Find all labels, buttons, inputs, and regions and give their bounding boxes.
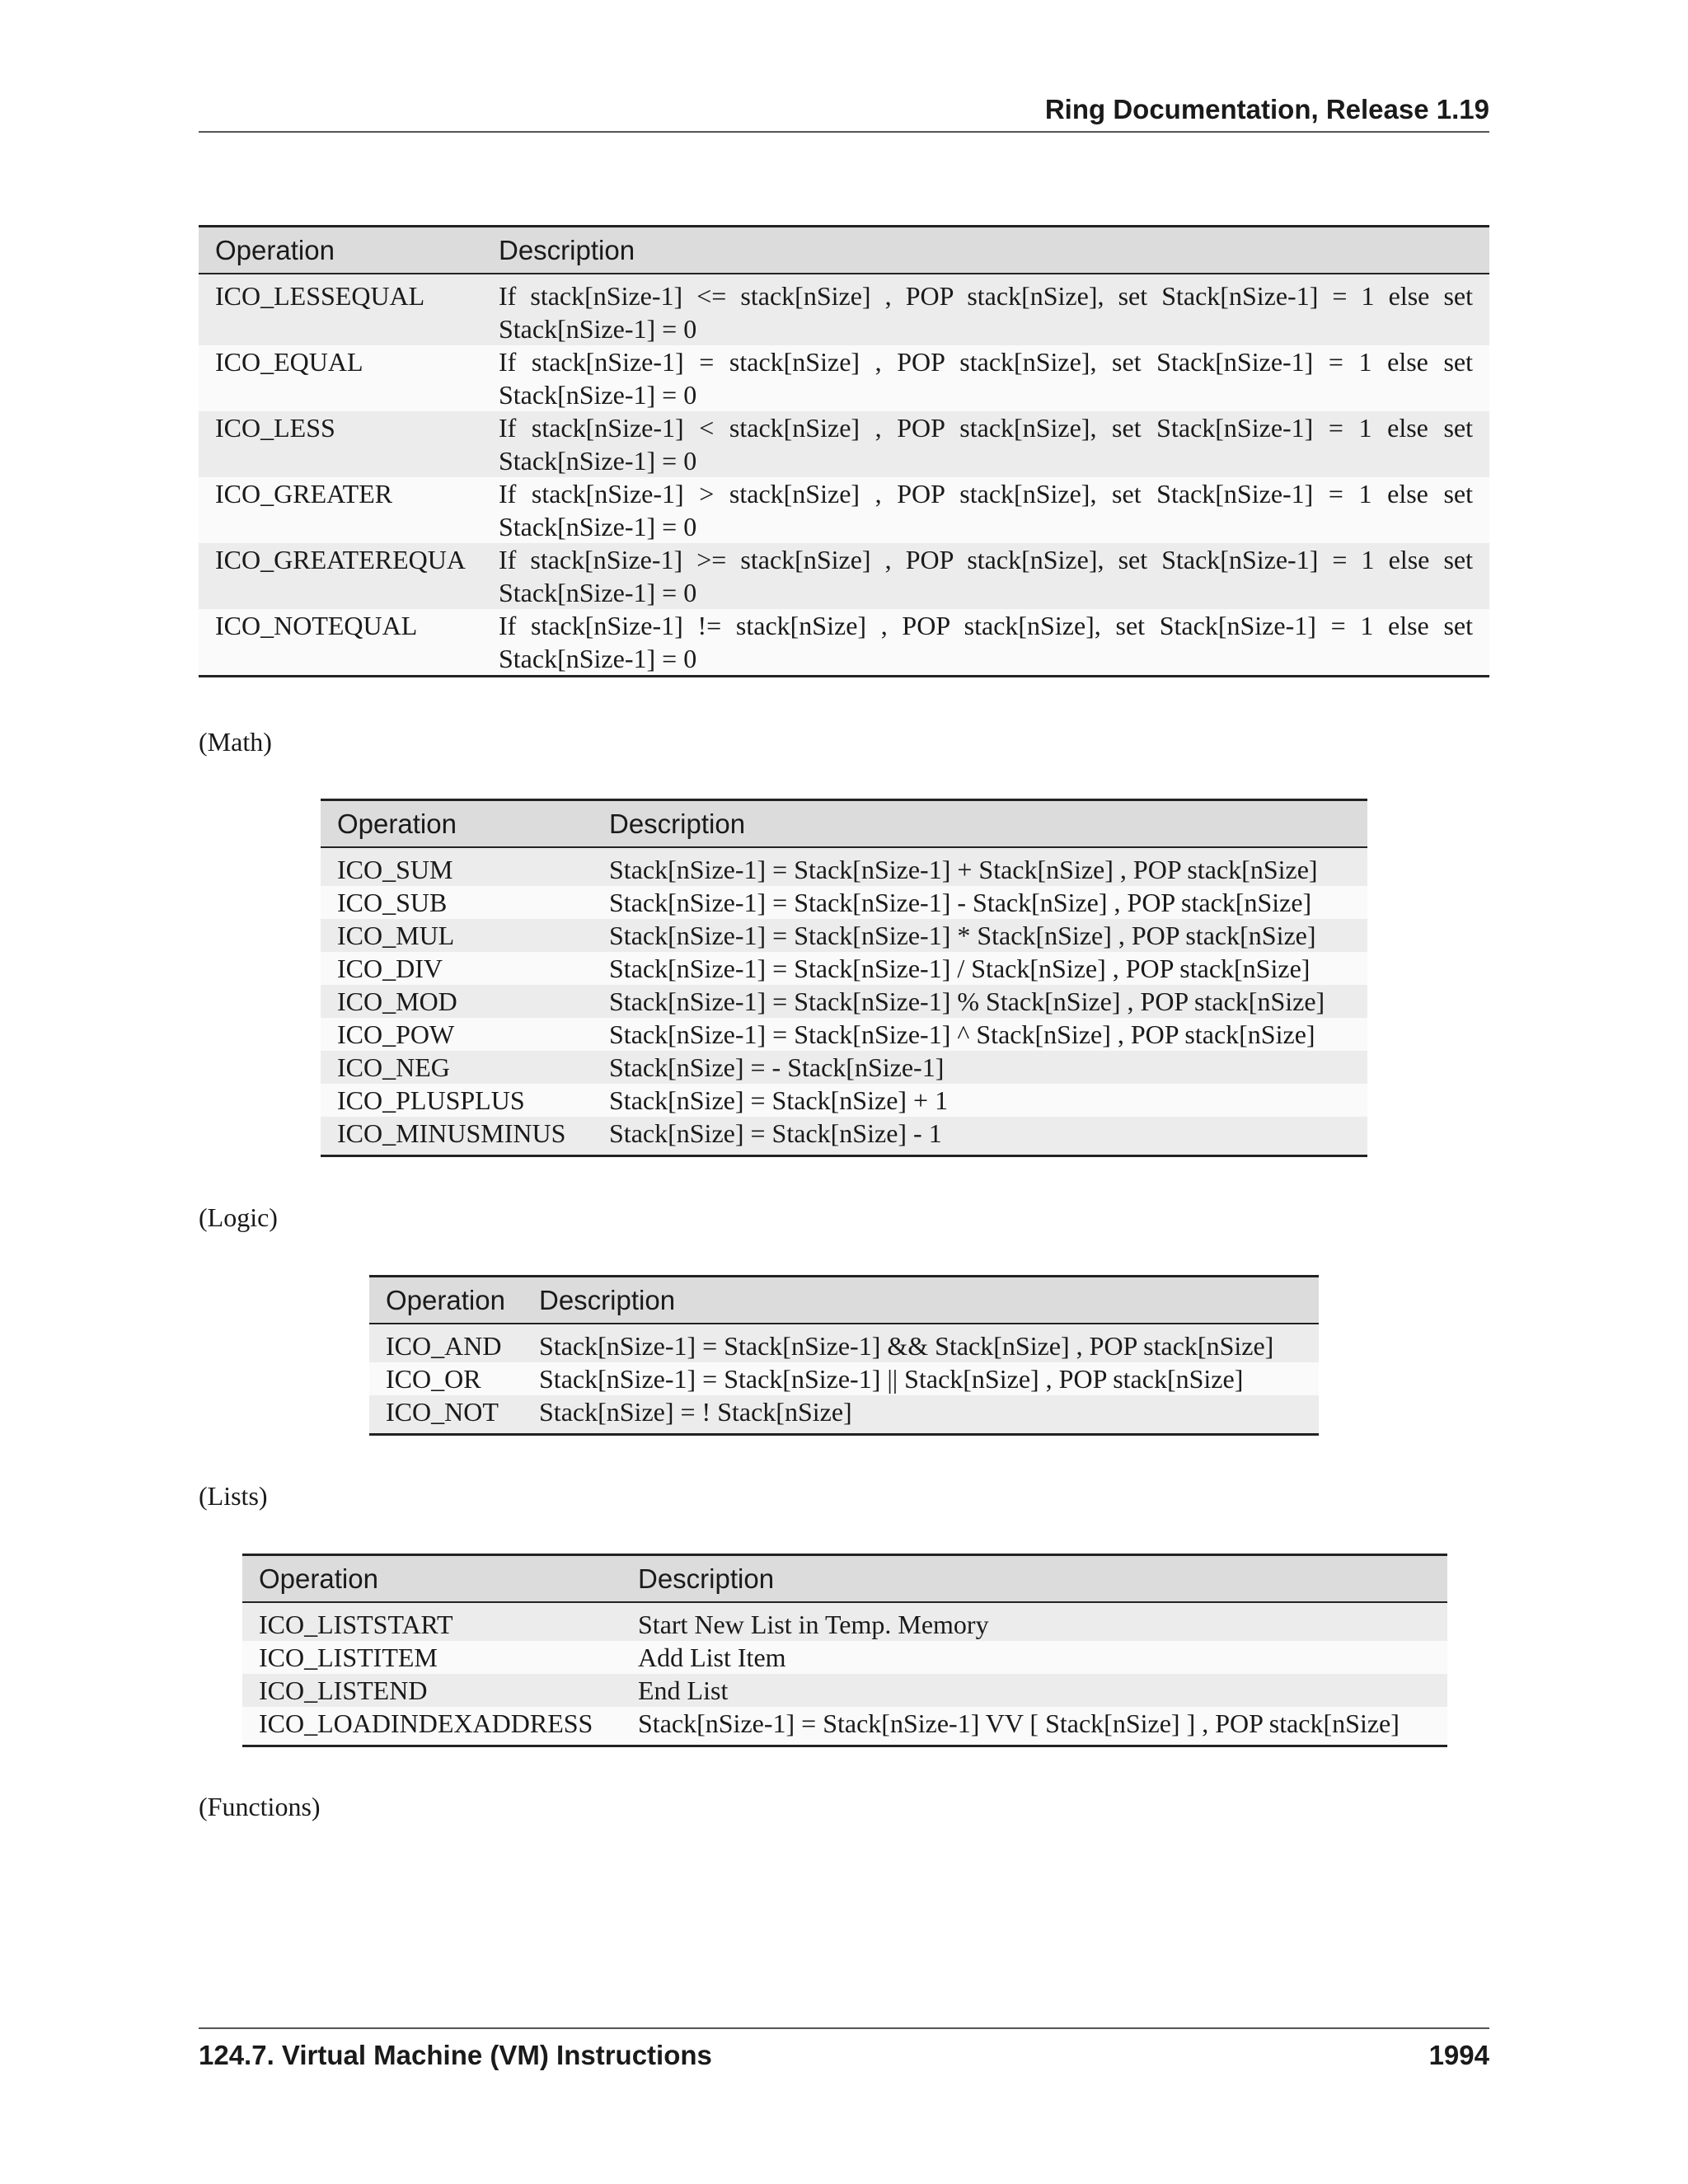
description-cell: Stack[nSize] = ! Stack[nSize] (523, 1395, 1319, 1435)
description-cell: If stack[nSize-1] > stack[nSize] , POP stack[nSize], set Stack[nSize-1] = 1 else set Stack[nSize-1] = 0 (482, 477, 1489, 543)
table-row (369, 1324, 1319, 1362)
description-cell: Stack[nSize-1] = Stack[nSize-1] ^ Stack[nSize] , POP stack[nSize] (593, 1018, 1367, 1051)
section-label-lists: (Lists) (199, 1481, 268, 1511)
table-header-row (369, 1277, 1319, 1324)
description-cell: Start New List in Temp. Memory (621, 1602, 1447, 1641)
description-cell: If stack[nSize-1] < stack[nSize] , POP stack[nSize], set Stack[nSize-1] = 1 else set Stack[nSize-1] = 0 (482, 411, 1489, 477)
table-row (242, 1602, 1447, 1641)
table-row (321, 952, 1367, 985)
description-cell: Stack[nSize] = - Stack[nSize-1] (593, 1051, 1367, 1084)
footer-section-title: 124.7. Virtual Machine (VM) Instructions (199, 2040, 712, 2070)
operation-cell: ICO_PLUSPLUS (321, 1084, 593, 1117)
description-cell: If stack[nSize-1] >= stack[nSize] , POP stack[nSize], set Stack[nSize-1] = 1 else set Stack[nSize-1] = 0 (482, 543, 1489, 609)
description-cell: Stack[nSize] = Stack[nSize] + 1 (593, 1084, 1367, 1117)
column-header-operation: Operation (369, 1277, 523, 1324)
lists-ops-table (242, 1554, 1447, 1747)
description-cell: If stack[nSize-1] <= stack[nSize] , POP stack[nSize], set Stack[nSize-1] = 1 else set Stack[nSize-1] = 0 (482, 274, 1489, 345)
table-row (242, 1641, 1447, 1674)
section-label-functions: (Functions) (199, 1792, 321, 1821)
table-body (321, 847, 1367, 1156)
description-cell: End List (621, 1674, 1447, 1707)
page-number: 1994 (1428, 2040, 1489, 2070)
description-cell: If stack[nSize-1] = stack[nSize] , POP stack[nSize], set Stack[nSize-1] = 1 else set Stack[nSize-1] = 0 (482, 345, 1489, 411)
operation-cell: ICO_LESSEQUAL (199, 274, 482, 345)
table-body (199, 274, 1489, 677)
description-cell: Stack[nSize-1] = Stack[nSize-1] / Stack[nSize] , POP stack[nSize] (593, 952, 1367, 985)
description-cell: If stack[nSize-1] != stack[nSize] , POP stack[nSize], set Stack[nSize-1] = 1 else set Stack[nSize-1] = 0 (482, 609, 1489, 677)
table-row (369, 1362, 1319, 1395)
operation-cell: ICO_LOADINDEXADDRESS (242, 1707, 621, 1746)
table-row (199, 274, 1489, 345)
table-row (321, 847, 1367, 886)
table-row (199, 411, 1489, 477)
table-row (321, 1084, 1367, 1117)
operation-cell: ICO_MOD (321, 985, 593, 1018)
table-header-row (242, 1555, 1447, 1603)
operation-cell: ICO_LESS (199, 411, 482, 477)
description-cell: Stack[nSize-1] = Stack[nSize-1] % Stack[nSize] , POP stack[nSize] (593, 985, 1367, 1018)
operation-cell: ICO_DIV (321, 952, 593, 985)
table-row (199, 477, 1489, 543)
section-label-logic: (Logic) (199, 1202, 278, 1232)
operation-cell: ICO_GREATEREQUA (199, 543, 482, 609)
operation-cell: ICO_MUL (321, 919, 593, 952)
column-header-operation: Operation (242, 1555, 621, 1603)
operation-cell: ICO_NEG (321, 1051, 593, 1084)
table-row (242, 1674, 1447, 1707)
table-row (321, 886, 1367, 919)
description-cell: Stack[nSize-1] = Stack[nSize-1] * Stack[nSize] , POP stack[nSize] (593, 919, 1367, 952)
table-row (199, 543, 1489, 609)
description-cell: Stack[nSize-1] = Stack[nSize-1] + Stack[nSize] , POP stack[nSize] (593, 847, 1367, 886)
description-cell: Stack[nSize] = Stack[nSize] - 1 (593, 1117, 1367, 1156)
table-row (321, 985, 1367, 1018)
comparison-ops-table (199, 225, 1489, 677)
operation-cell: ICO_LISTITEM (242, 1641, 621, 1674)
table-row (369, 1395, 1319, 1435)
table-header-row (199, 227, 1489, 274)
table-row (242, 1707, 1447, 1746)
description-cell: Stack[nSize-1] = Stack[nSize-1] || Stack[nSize] , POP stack[nSize] (523, 1362, 1319, 1395)
operation-cell: ICO_EQUAL (199, 345, 482, 411)
column-header-description: Description (523, 1277, 1319, 1324)
operation-cell: ICO_OR (369, 1362, 523, 1395)
table-row (199, 609, 1489, 677)
table-body (369, 1324, 1319, 1435)
operation-cell: ICO_SUM (321, 847, 593, 886)
description-cell: Add List Item (621, 1641, 1447, 1674)
column-header-description: Description (593, 800, 1367, 848)
column-header-description: Description (482, 227, 1489, 274)
column-header-operation: Operation (199, 227, 482, 274)
column-header-operation: Operation (321, 800, 593, 848)
table-row (321, 1117, 1367, 1156)
section-label-math: (Math) (199, 727, 272, 757)
page-header (199, 93, 1489, 133)
operation-cell: ICO_POW (321, 1018, 593, 1051)
table-row (321, 1051, 1367, 1084)
operation-cell: ICO_NOTEQUAL (199, 609, 482, 677)
operation-cell: ICO_SUB (321, 886, 593, 919)
math-ops-table (321, 799, 1367, 1157)
logic-ops-table (369, 1275, 1319, 1436)
operation-cell: ICO_LISTEND (242, 1674, 621, 1707)
description-cell: Stack[nSize-1] = Stack[nSize-1] - Stack[nSize] , POP stack[nSize] (593, 886, 1367, 919)
table-body (242, 1602, 1447, 1746)
description-cell: Stack[nSize-1] = Stack[nSize-1] VV [ Stack[nSize] ] , POP stack[nSize] (621, 1707, 1447, 1746)
page-footer (199, 2027, 1489, 2070)
operation-cell: ICO_MINUSMINUS (321, 1117, 593, 1156)
column-header-description: Description (621, 1555, 1447, 1603)
operation-cell: ICO_LISTSTART (242, 1602, 621, 1641)
operation-cell: ICO_GREATER (199, 477, 482, 543)
table-header-row (321, 800, 1367, 848)
description-cell: Stack[nSize-1] = Stack[nSize-1] && Stack[nSize] , POP stack[nSize] (523, 1324, 1319, 1362)
table-row (321, 919, 1367, 952)
table-row (199, 345, 1489, 411)
header-title: Ring Documentation, Release 1.19 (1044, 94, 1489, 124)
operation-cell: ICO_AND (369, 1324, 523, 1362)
table-row (321, 1018, 1367, 1051)
operation-cell: ICO_NOT (369, 1395, 523, 1435)
